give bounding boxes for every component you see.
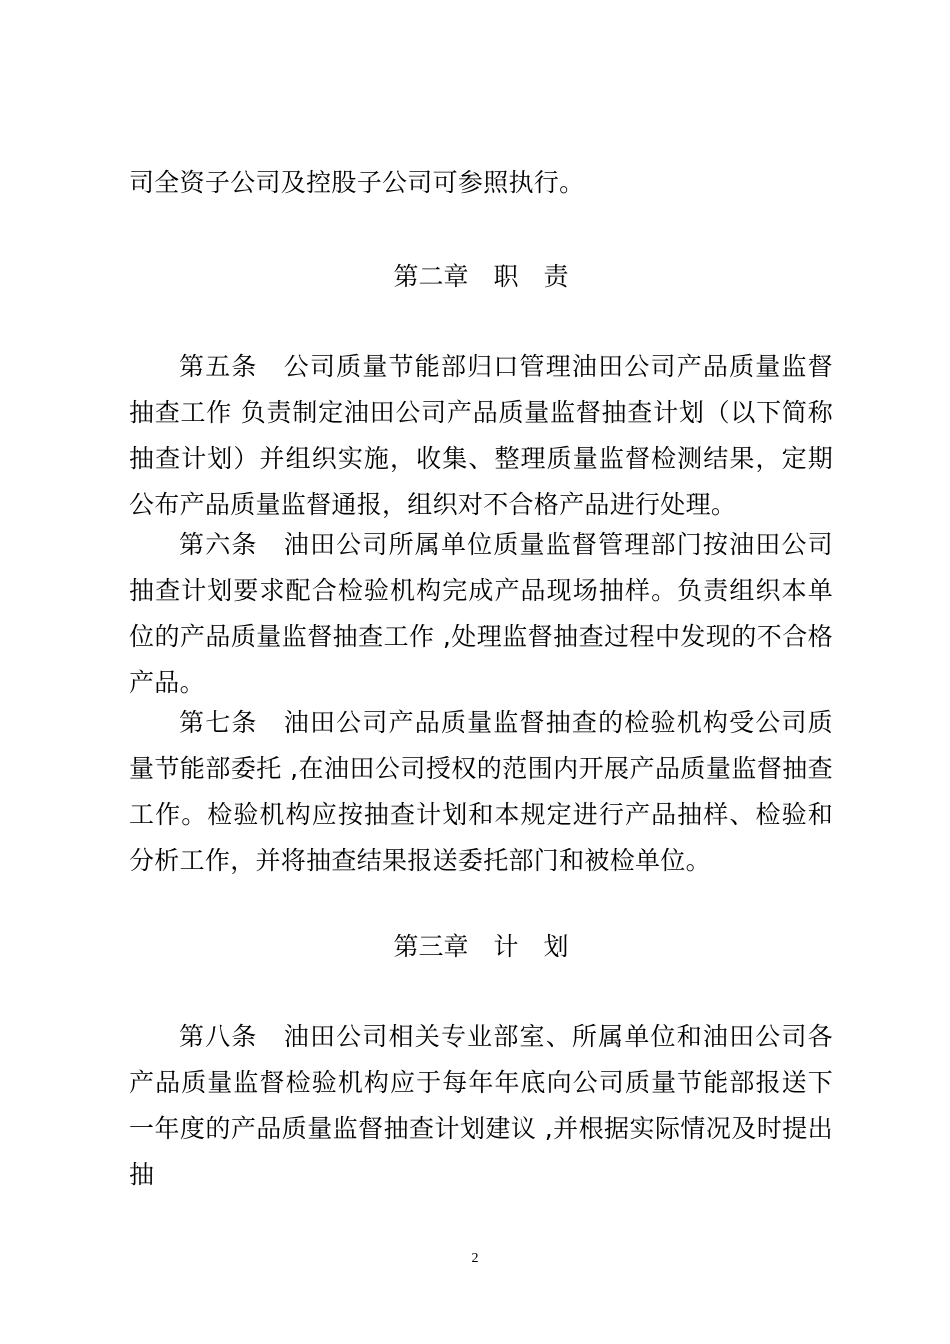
article-6-paragraph: 第六条 油田公司所属单位质量监督管理部门按油田公司抽查计划要求配合检验机构完成产品现场抽样。负责组织本单位的产品质量监督抽查工作 ,处理监督抽查过程中发现的不合格产品。: [129, 530, 833, 697]
continuation-paragraph: 司全资子公司及控股子公司可参照执行。: [129, 168, 585, 197]
article-8-paragraph: 第八条 油田公司相关专业部室、所属单位和油田公司各产品质量监督检验机构应于每年年底向公司质量节能部报送下一年度的产品质量监督抽查计划建议 ,并根据实际情况及时提出抽: [129, 1022, 833, 1189]
page-number: 2: [471, 1251, 479, 1266]
article-5-paragraph: 第五条 公司质量节能部归口管理油田公司产品质量监督抽查工作 负责制定油田公司产品质量监督抽查计划（以下简称抽查计划）并组织实施，收集、整理质量监督检测结果，定期公布产品质量监督通报，组织对不合格产品进行处理。: [129, 352, 833, 519]
article-7-paragraph: 第七条 油田公司产品质量监督抽查的检验机构受公司质量节能部委托 ,在油田公司授权的范围内开展产品质量监督抽查工作。检验机构应按抽查计划和本规定进行产品抽样、检验和分析工作，并将抽查结果报送委托部门和被检单位。: [129, 708, 833, 875]
chapter-2-heading: 第二章 职 责: [393, 262, 569, 291]
chapter-3-heading: 第三章 计 划: [393, 932, 569, 961]
